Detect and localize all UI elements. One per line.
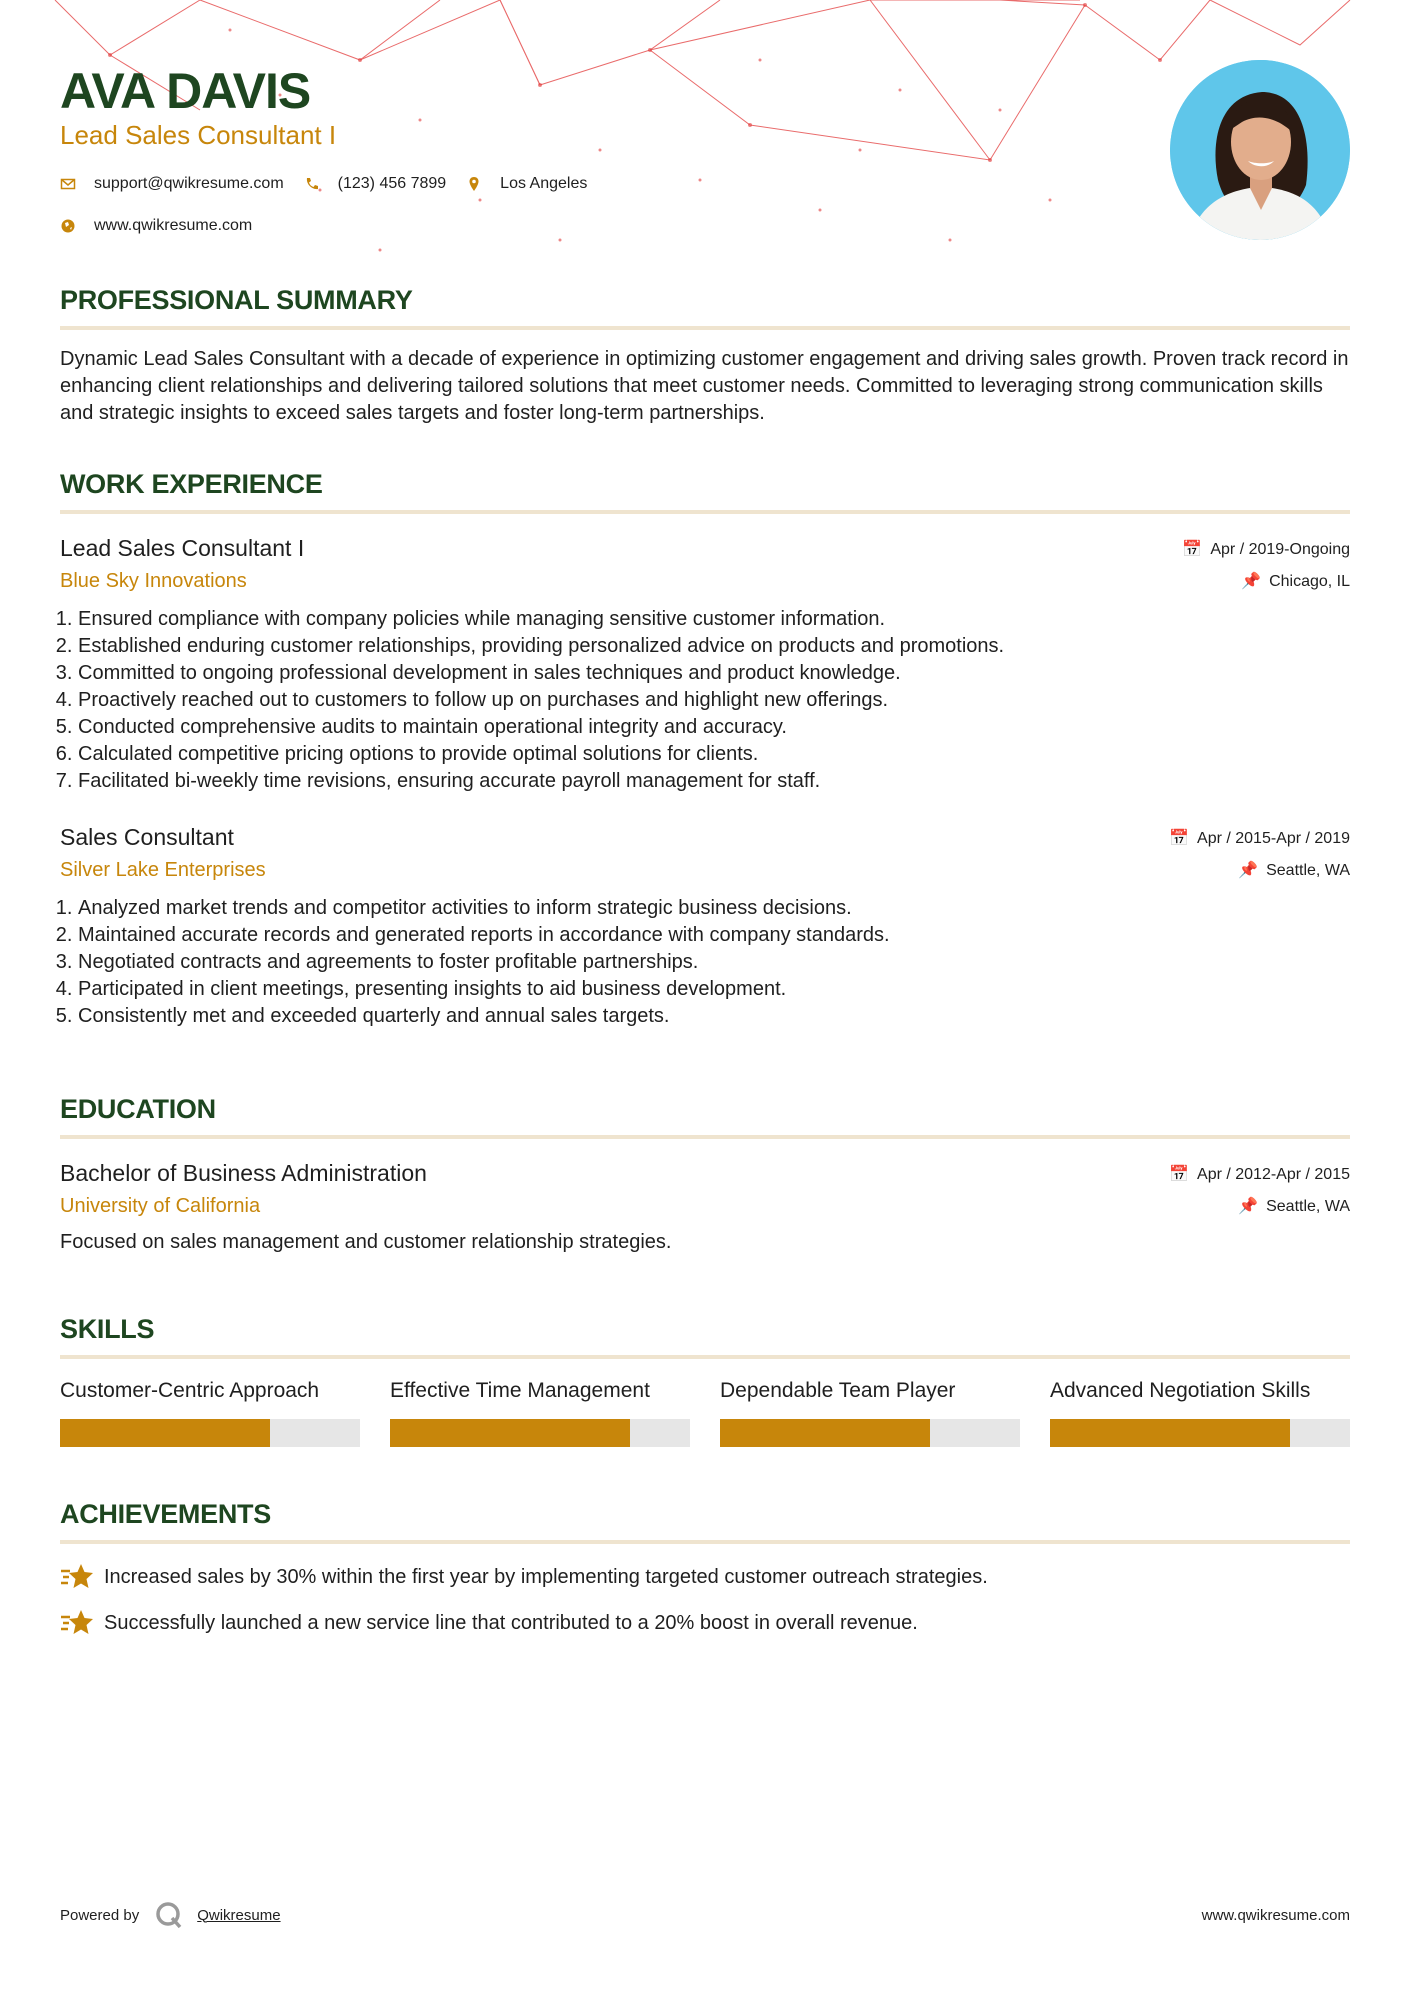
star-icon <box>60 1562 94 1592</box>
avatar <box>1170 60 1350 240</box>
skill-item <box>1050 1377 1350 1447</box>
skill-bar <box>1050 1419 1350 1447</box>
contact-email[interactable] <box>60 175 284 193</box>
powered-by <box>60 1901 281 1929</box>
list-item: 5. Consistently met and exceeded quarterly and annual sales targets. <box>78 1003 1350 1030</box>
page-footer <box>60 1895 1350 1935</box>
phone-text: (123) 456 7899 <box>337 175 447 192</box>
powered-by-label: Powered by <box>60 1906 140 1924</box>
job-company: Blue Sky Innovations <box>60 570 247 592</box>
skill-bar-fill <box>390 1419 630 1447</box>
achievements-section <box>60 1499 1350 1638</box>
email-text: support@qwikresume.com <box>94 175 284 192</box>
phone-icon <box>304 176 320 192</box>
education-entry <box>60 1157 1350 1256</box>
skill-item <box>60 1377 360 1447</box>
skill-bar <box>390 1419 690 1447</box>
candidate-name: AVA DAVIS <box>60 63 311 119</box>
experience-heading: WORK EXPERIENCE <box>60 469 1350 514</box>
education-location: Seattle, WA <box>1266 1198 1350 1215</box>
list-item: 5. Conducted comprehensive audits to maintain operational integrity and accuracy. <box>78 714 1350 741</box>
achievements-heading: ACHIEVEMENTS <box>60 1499 1350 1544</box>
star-icon <box>60 1608 94 1638</box>
skill-name: Effective Time Management <box>390 1379 650 1402</box>
pushpin-icon: 📌 <box>1238 862 1259 879</box>
education-heading: EDUCATION <box>60 1094 1350 1139</box>
skill-name: Dependable Team Player <box>720 1379 956 1402</box>
job-company: Silver Lake Enterprises <box>60 859 266 881</box>
calendar-icon: 📅 <box>1182 541 1203 558</box>
skill-name: Advanced Negotiation Skills <box>1050 1379 1311 1402</box>
job-bullets <box>60 895 1350 1030</box>
contact-website[interactable] <box>60 217 252 235</box>
summary-heading: PROFESSIONAL SUMMARY <box>60 285 1350 330</box>
contact-location <box>466 175 587 193</box>
list-item: 7. Facilitated bi-weekly time revisions, ensuring accurate payroll management for staff. <box>78 768 1350 795</box>
list-item: 4. Proactively reached out to customers to follow up on purchases and highlight new offerings. <box>78 687 1350 714</box>
job-meta <box>1169 823 1350 887</box>
candidate-title: Lead Sales Consultant I <box>60 120 337 150</box>
achievement-item <box>60 1608 1350 1638</box>
skill-bar <box>720 1419 1020 1447</box>
qwikresume-logo-icon <box>155 1901 183 1929</box>
contact-row <box>60 175 607 193</box>
skill-item <box>720 1377 1020 1447</box>
skills-grid <box>60 1377 1350 1447</box>
map-pin-icon <box>466 176 482 192</box>
job-meta <box>1182 534 1350 598</box>
job-title: Lead Sales Consultant I <box>60 535 305 561</box>
pushpin-icon: 📌 <box>1238 1198 1259 1215</box>
list-item: 1. Ensured compliance with company policies while managing sensitive customer information. <box>78 606 1350 633</box>
contact-phone[interactable] <box>304 175 447 193</box>
job-dates: Apr / 2015-Apr / 2019 <box>1197 830 1350 847</box>
skill-bar-fill <box>60 1419 270 1447</box>
job-entry <box>60 821 1350 1030</box>
achievement-text: Increased sales by 30% within the first year by implementing targeted customer outreach strategies. <box>104 1565 988 1588</box>
education-description: Focused on sales management and customer relationship strategies. <box>60 1231 672 1253</box>
list-item: 4. Participated in client meetings, presenting insights to aid business development. <box>78 976 1350 1003</box>
job-location: Seattle, WA <box>1266 862 1350 879</box>
list-item: 3. Committed to ongoing professional development in sales techniques and product knowledge. <box>78 660 1350 687</box>
resume-header <box>60 0 1350 265</box>
location-text: Los Angeles <box>500 175 588 192</box>
school-name: University of California <box>60 1195 261 1217</box>
profile-photo <box>1170 60 1350 240</box>
contact-row-2 <box>60 217 272 235</box>
list-item: 1. Analyzed market trends and competitor activities to inform strategic business decisions. <box>78 895 1350 922</box>
list-item: 3. Negotiated contracts and agreements to foster profitable partnerships. <box>78 949 1350 976</box>
skills-section <box>60 1314 1350 1447</box>
job-dates: Apr / 2019-Ongoing <box>1210 541 1350 558</box>
skills-heading: SKILLS <box>60 1314 1350 1359</box>
achievement-text: Successfully launched a new service line that contributed to a 20% boost in overall revenue. <box>104 1611 918 1634</box>
list-item: 6. Calculated competitive pricing options to provide optimal solutions for clients. <box>78 741 1350 768</box>
job-entry <box>60 532 1350 795</box>
list-item: 2. Maintained accurate records and generated reports in accordance with company standards. <box>78 922 1350 949</box>
envelope-icon <box>60 176 76 192</box>
footer-url[interactable]: www.qwikresume.com <box>1201 1906 1350 1924</box>
job-location: Chicago, IL <box>1269 573 1350 590</box>
job-bullets <box>60 606 1350 795</box>
globe-icon <box>60 218 76 234</box>
skill-item <box>390 1377 690 1447</box>
calendar-icon: 📅 <box>1169 830 1190 847</box>
pushpin-icon: 📌 <box>1241 573 1262 590</box>
degree-title: Bachelor of Business Administration <box>60 1160 427 1186</box>
skill-bar-fill <box>1050 1419 1290 1447</box>
experience-section <box>60 469 1350 1030</box>
education-dates: Apr / 2012-Apr / 2015 <box>1197 1166 1350 1183</box>
website-text: www.qwikresume.com <box>94 217 253 234</box>
achievement-item <box>60 1562 1350 1592</box>
brand-link[interactable]: Qwikresume <box>197 1906 281 1924</box>
education-section <box>60 1094 1350 1256</box>
list-item: 2. Established enduring customer relationships, providing personalized advice on products and promotions. <box>78 633 1350 660</box>
summary-section <box>60 285 1350 427</box>
summary-text: Dynamic Lead Sales Consultant with a decade of experience in optimizing customer engagement and driving sales growth. Proven track record in enhancing client relationships and delivering tailored solutions that meet customer needs. Committed to leveraging strong communication skills and strategic insights to exceed sales targets and foster long-term partnerships. <box>60 348 1349 424</box>
skill-name: Customer-Centric Approach <box>60 1379 320 1402</box>
calendar-icon: 📅 <box>1169 1166 1190 1183</box>
skill-bar-fill <box>720 1419 930 1447</box>
skill-bar <box>60 1419 360 1447</box>
education-meta <box>1169 1159 1350 1223</box>
job-title: Sales Consultant <box>60 824 234 850</box>
